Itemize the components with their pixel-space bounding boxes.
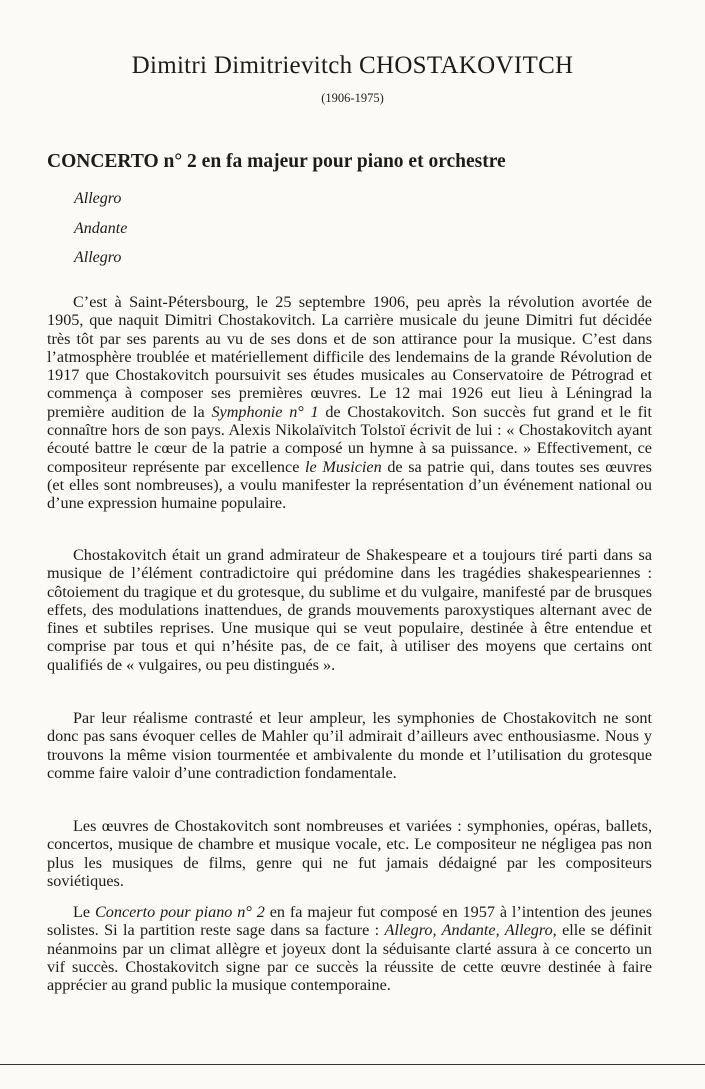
italic-span: Concerto pour piano n° 2: [94, 903, 265, 921]
movement-list: [74, 190, 127, 279]
movement-item: Allegro: [74, 190, 122, 207]
italic-span: Allegro, Andante, Allegro,: [384, 921, 557, 940]
text-span: en fa majeur fut composé en 1957 à l’intention des jeunes solistes. Si la partition reste sage dans sa facture :: [47, 903, 653, 940]
paragraph-biography: [47, 293, 652, 513]
paragraph-concerto: [47, 903, 652, 994]
text-span: Le: [73, 903, 95, 921]
italic-span: le Musicien: [305, 457, 382, 476]
paragraph-mahler: Par leur réalisme contrasté et leur ampleur, les symphonies de Chostakovitch ne sont donc pas sans évoquer celles de Mahler qu’il admirait d’ailleurs avec enthousiasme. Nous y trouvons la même vision tourmentée et ambivalente du monde et l’utilisation du grotesque comme faire valoir d’une contradiction fondamentale.: [47, 709, 652, 782]
text-span: de Chostakovitch. Son succès fut grand et le fit connaître hors de son pays. Alexis Nikolaïvitch Tolstoï écrivit de lui : « Chostakovitch ayant écouté battre le cœur de la patrie a composé un hymne à sa puissance. » Effectivement, ce compositeur représente par excellence: [47, 402, 653, 476]
paragraph-shakespeare: Chostakovitch était un grand admirateur de Shakespeare et a toujours tiré parti dans sa musique de l’élément contradictoire qui prédomine dans les tragédies shakespeariennes : côtoiement du tragique et du grotesque, du sublime et du vulgaire, manifesté par de brusques effets, des modulations inattendues, de grands mouvements paroxystiques alternant avec de fines et subtiles reprises. Une musique qui se veut populaire, destinée à être entendue et comprise par tous et qui n’hésite pas, de ce fait, à utiliser des moyens que certains ont qualifiés de « vulgaires, ou peu distingués ».: [47, 546, 652, 674]
text-span: de sa patrie qui, dans toutes ses œuvres (et elles sont nombreuses), a voulu manifester la représentation d’un événement national ou d’une expression humaine populaire.: [47, 457, 652, 513]
composer-dates: (1906-1975): [321, 91, 384, 105]
bottom-rule: [0, 1064, 705, 1065]
paragraph-works: Les œuvres de Chostakovitch sont nombreuses et variées : symphonies, opéras, ballets, concertos, musique de chambre et musique vocale, etc. Le compositeur ne négligea pas non plus les musiques de films, genre qui ne fut jamais dédaigné par les compositeurs soviétiques.: [47, 817, 652, 890]
work-title: CONCERTO n° 2 en fa majeur pour piano et orchestre: [47, 151, 506, 172]
italic-span: Symphonie n° 1: [211, 402, 319, 421]
movement-item: Andante: [74, 219, 128, 237]
composer-name: Dimitri Dimitrievitch CHOSTAKOVITCH: [131, 52, 574, 79]
movement-item: Allegro: [74, 249, 122, 266]
text-span: elle se définit néanmoins par un climat allègre et joyeux dont la séduisante clarté assura à ce concerto un vif succès. Chostakovitch signe par ce succès la réussite de cette œuvre destinée à faire apprécier au grand public la musique contemporaine.: [47, 921, 652, 995]
text-span: C’est à Saint-Pétersbourg, le 25 septembre 1906, peu après la révolution avortée de 1905, que naquit Dimitri Chostakovitch. La carrière musicale du jeune Dimitri fut décidée très tôt par ses parents au vu de ses dons et de son attirance pour la musique. C’est dans l’atmosphère troublée et matériellement difficile des lendemains de la grande Révolution de 1917 que Chostakovitch poursuivit ses études musicales au Conservatoire de Pétrograd et commença à composer ses premières œuvres. Le 12 mai 1926 eut lieu à Léningrad la première audition de la: [47, 293, 652, 421]
